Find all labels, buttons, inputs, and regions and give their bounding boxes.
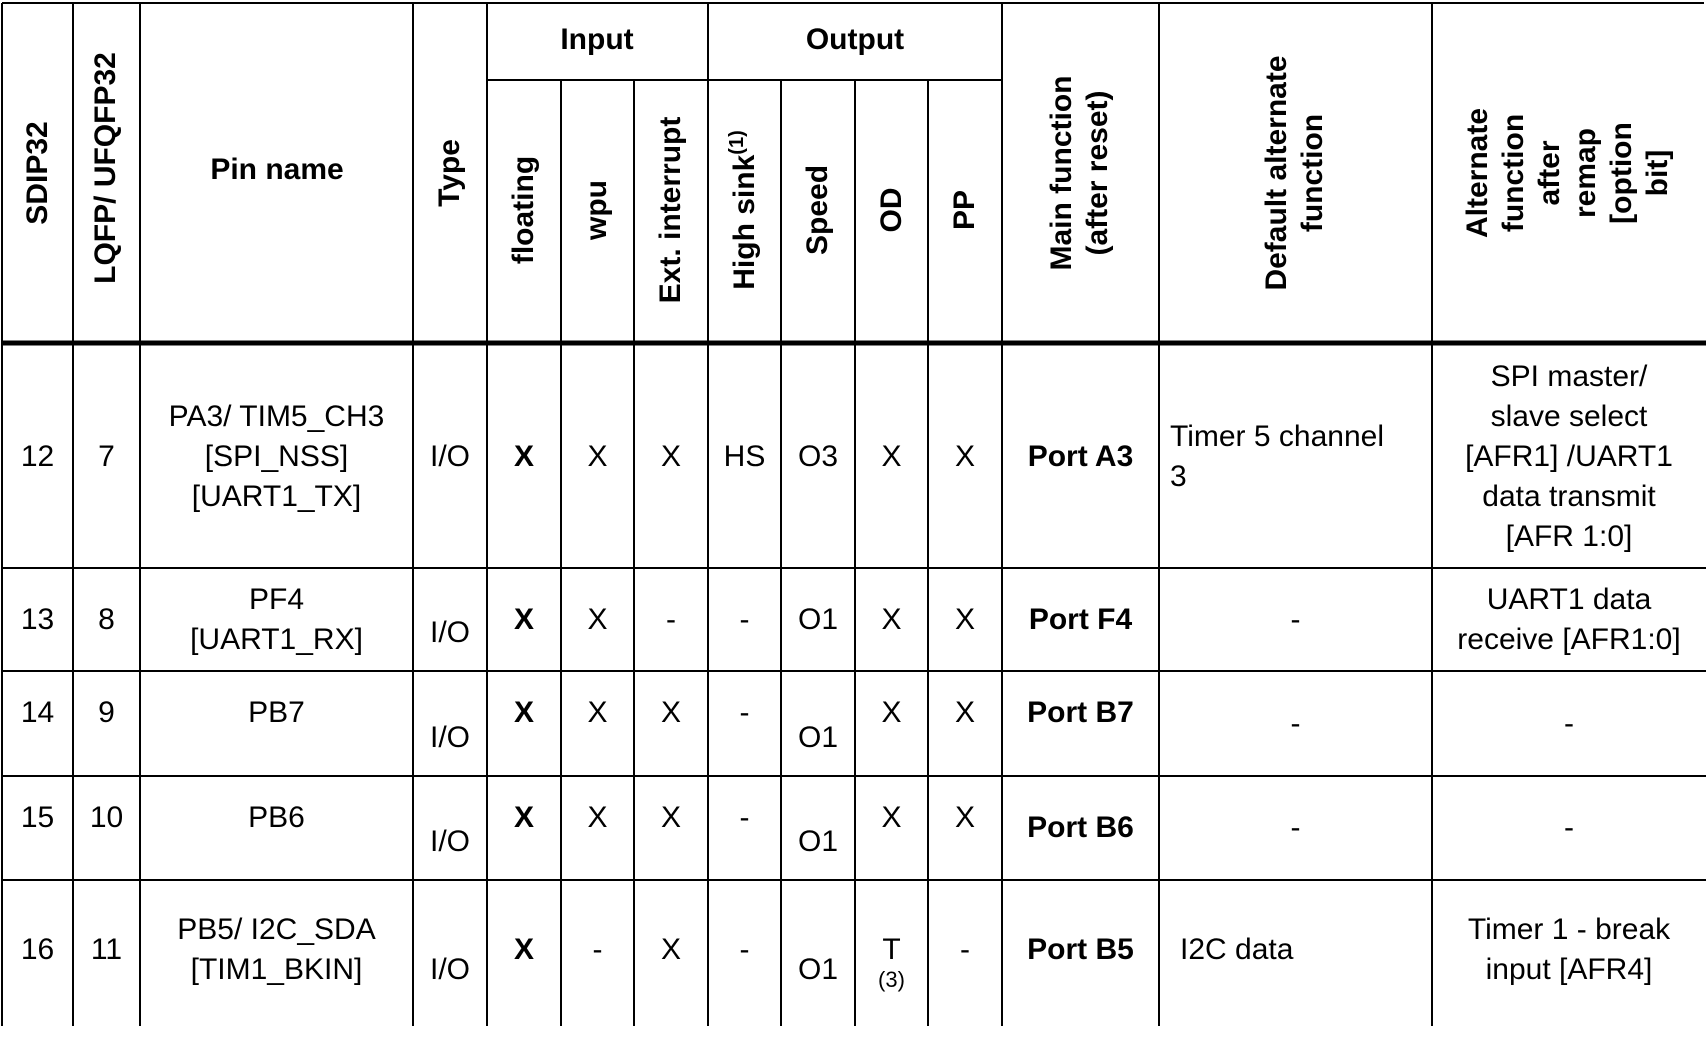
cell-floating: X [513, 696, 534, 729]
cell-high-sink: - [739, 696, 750, 729]
cell-pin-name: PB7 [248, 696, 305, 729]
cell-lqfp: 10 [89, 801, 124, 834]
header-high-sink-label: High sink [728, 154, 761, 290]
header-main-function: Main function (after reset) [1045, 75, 1114, 271]
cell-ext-interrupt: X [660, 801, 681, 834]
cell-main-function: Port F4 [1028, 602, 1133, 636]
cell-default-alt: - [1290, 811, 1301, 844]
header-output-group: Output [805, 23, 905, 56]
cell-sdip32: 13 [20, 602, 55, 636]
cell-wpu: X [587, 801, 608, 834]
header-wpu: wpu [580, 180, 613, 240]
cell-floating: X [513, 933, 534, 966]
cell-alt-remap: Timer 1 - break input [AFR4] [1467, 913, 1671, 986]
cell-alt-remap: SPI master/ slave select [AFR1] /UART1 data transmit [AFR 1:0] [1465, 360, 1673, 553]
cell-ext-interrupt: X [660, 440, 681, 473]
cell-od: X [881, 602, 902, 636]
cell-alt-remap: UART1 data receive [AFR1:0] [1457, 582, 1681, 656]
cell-pp: - [960, 933, 970, 966]
footnote-1-marker: (1) [726, 130, 748, 155]
cell-main-function: Port B5 [1027, 933, 1134, 966]
cell-type: I/O [429, 616, 470, 649]
cell-main-function: Port A3 [1027, 440, 1134, 473]
header-speed: Speed [801, 164, 834, 256]
cell-wpu: X [587, 696, 608, 729]
cell-default-alt: - [1290, 602, 1301, 636]
cell-ext-interrupt: - [666, 602, 676, 636]
cell-type: I/O [429, 440, 470, 473]
cell-speed: O3 [797, 440, 839, 473]
cell-pp: X [954, 696, 975, 729]
cell-od: X [881, 440, 902, 473]
cell-floating: X [513, 440, 534, 473]
cell-ext-interrupt: X [660, 696, 681, 729]
cell-pp: X [954, 801, 975, 834]
cell-wpu: X [587, 602, 608, 636]
header-lqfp: LQFP/ UFQFP32 [89, 52, 122, 284]
cell-lqfp: 7 [98, 440, 115, 473]
cell-speed: O1 [797, 825, 839, 858]
cell-pp: X [954, 440, 975, 473]
cell-speed: O1 [797, 953, 839, 986]
cell-pin-name: PA3/ TIM5_CH3 [SPI_NSS] [UART1_TX] [168, 400, 385, 513]
header-floating: floating [507, 155, 540, 265]
cell-lqfp: 8 [98, 602, 115, 636]
cell-high-sink: - [739, 602, 750, 636]
cell-type: I/O [429, 721, 470, 754]
cell-od: T [882, 933, 901, 966]
cell-alt-remap: - [1564, 811, 1574, 844]
cell-od: X [881, 696, 902, 729]
cell-od: X [881, 801, 902, 834]
cell-pin-name: PB6 [248, 801, 305, 834]
cell-pin-name: PF4 [UART1_RX] [190, 582, 363, 656]
cell-speed: O1 [797, 721, 839, 754]
cell-sdip32: 14 [20, 696, 55, 729]
cell-default-alt: Timer 5 channel 3 [1170, 420, 1384, 493]
header-high-sink [727, 130, 763, 289]
cell-main-function: Port B7 [1027, 696, 1134, 729]
cell-sdip32: 16 [20, 933, 55, 966]
cell-pin-name: PB5/ I2C_SDA [TIM1_BKIN] [177, 913, 376, 986]
header-type: Type [433, 139, 466, 207]
header-sdip32: SDIP32 [21, 121, 54, 225]
header-pin-name: Pin name [210, 153, 344, 186]
cell-floating: X [513, 602, 534, 636]
cell-wpu: X [587, 440, 608, 473]
cell-default-alt: - [1290, 706, 1301, 740]
cell-speed: O1 [797, 602, 839, 636]
header-pp: PP [948, 189, 981, 231]
cell-high-sink: - [739, 801, 750, 834]
cell-alt-remap: - [1564, 706, 1574, 740]
cell-sdip32: 15 [20, 801, 55, 834]
cell-main-function: Port B6 [1027, 811, 1134, 844]
cell-type: I/O [429, 953, 470, 986]
cell-default-alt: I2C data [1180, 933, 1294, 966]
cell-high-sink: HS [723, 440, 766, 473]
cell-sdip32: 12 [20, 440, 55, 473]
header-default-alt: Default alternate function [1260, 55, 1329, 291]
cell-wpu: - [592, 933, 603, 966]
cell-pp: X [954, 602, 975, 636]
cell-type: I/O [429, 825, 470, 858]
cell-high-sink: - [739, 933, 750, 966]
cell-ext-interrupt: X [660, 933, 681, 966]
header-input-group: Input [560, 23, 634, 56]
cell-od-note: (3) [878, 967, 905, 992]
cell-floating: X [513, 801, 534, 834]
header-od: OD [875, 187, 908, 233]
cell-lqfp: 11 [90, 933, 123, 966]
header-ext-interrupt: Ext. interrupt [654, 116, 687, 304]
header-alt-remap: Alternate function after remap [option bit] [1461, 107, 1674, 239]
cell-lqfp: 9 [98, 696, 115, 729]
